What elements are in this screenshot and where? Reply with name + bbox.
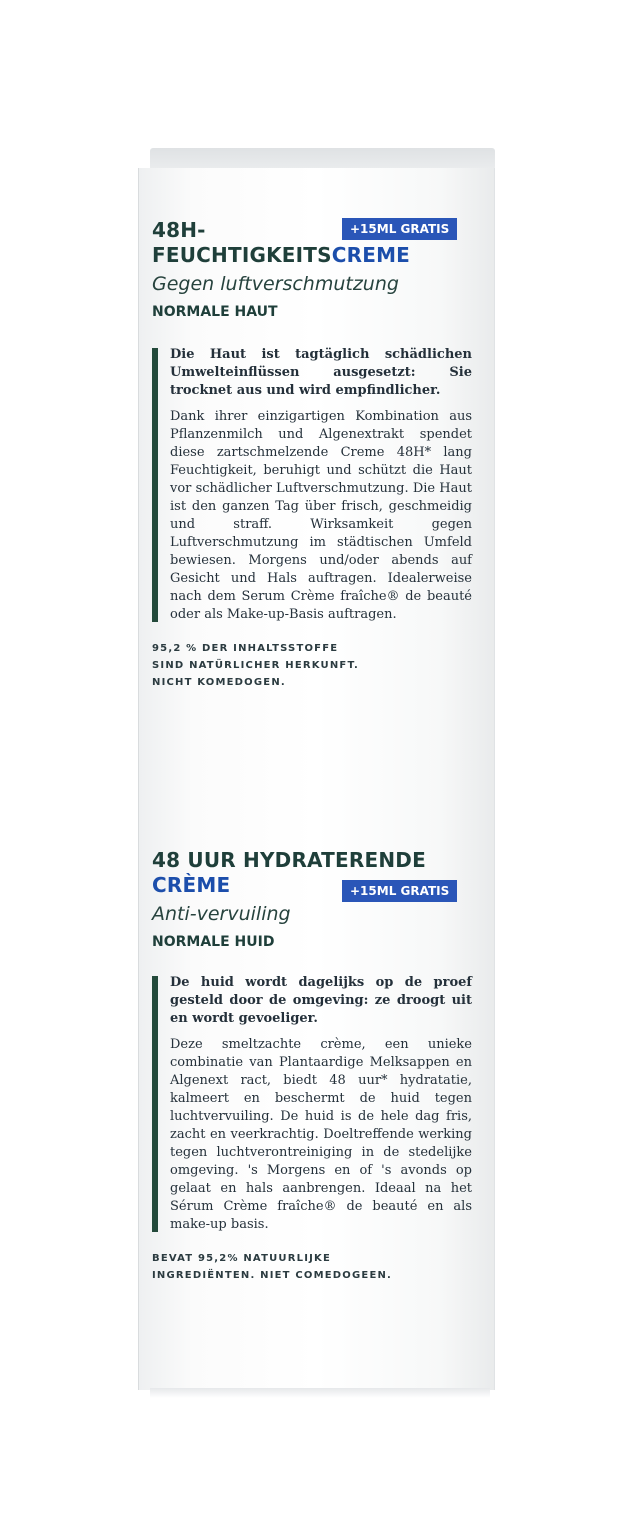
intro-text-nl: De huid wordt dagelijks op de proef gesteld door de omgeving: ze droogt uit en wordt gevoeliger. bbox=[170, 975, 472, 1026]
title-line-1-de: 48H- bbox=[152, 218, 206, 242]
footer-line-2-de: SIND NATÜRLICHER HERKUNFT. bbox=[152, 660, 359, 671]
intro-text-de: Die Haut ist tagtäglich schädlichen Umwelteinflüssen ausgesetzt: Sie trocknet aus und wird empfindlicher. bbox=[170, 347, 472, 398]
footer-line-3-de: NICHT KOMEDOGEN. bbox=[152, 677, 286, 688]
footer-line-2-nl: INGREDIËNTEN. NIET COMEDOGEEN. bbox=[152, 1270, 393, 1281]
gratis-badge-nl: +15ML GRATIS bbox=[342, 880, 457, 902]
dutch-section bbox=[152, 848, 472, 1284]
title-part-a-de: FEUCHTIGKEITS bbox=[152, 243, 332, 267]
title-part-b-de: CREME bbox=[331, 243, 411, 267]
accent-bar-de bbox=[152, 348, 158, 622]
footer-line-1-nl: BEVAT 95,2% NATUURLIJKE bbox=[152, 1253, 332, 1264]
footer-nl bbox=[152, 1250, 472, 1284]
body-text-de: Dank ihrer einzigartigen Kombination aus Pflanzenmilch und Algenextrakt spendet diese zartschmelzende Creme 48H* lang Feuchtigkeit, beruhigt und schützt die Haut vor schädlicher Luftverschmutzung. Die Haut ist den ganzen Tag über frisch, geschmeidig und straff. Wirksamkeit gegen Luftverschmutzung im städtischen Umfeld bewiesen. Morgens und/oder abends auf Gesicht und Hals auftragen. Idealerweise nach dem Serum Crème fraîche® de beauté oder als Make-up-Basis auftragen. bbox=[170, 409, 472, 622]
subtitle-de: Gegen luftverschmutzung bbox=[152, 273, 399, 295]
footer-de bbox=[152, 640, 472, 691]
german-section bbox=[152, 218, 472, 691]
description-de bbox=[152, 346, 472, 624]
title-line-2-nl: CRÈME bbox=[152, 873, 231, 897]
footer-line-1-de: 95,2 % DER INHALTSSTOFFE bbox=[152, 643, 339, 654]
title-line-2-de bbox=[152, 243, 472, 268]
accent-bar-nl bbox=[152, 976, 158, 1232]
subtitle-nl: Anti-vervuiling bbox=[152, 903, 291, 925]
description-nl bbox=[152, 974, 472, 1234]
body-text-nl: Deze smeltzachte crème, een unieke combinatie van Plantaardige Melksappen en Algenext ract, biedt 48 uur* hydratatie, kalmeert en beschermt de huid tegen luchtvervuiling. De huid is de hele dag fris, zacht en veerkrachtig. Doeltreffende werking tegen luchtverontreiniging in de stedelijke omgeving. 's Morgens en of 's avonds op gelaat en hals aanbrengen. Ideaal na het Sérum Crème fraîche® de beauté en als make-up basis. bbox=[170, 1037, 472, 1232]
title-line-1-nl: 48 UUR HYDRATERENDE bbox=[152, 848, 426, 872]
skin-type-nl: NORMALE HUID bbox=[152, 934, 275, 950]
box-bottom-shadow bbox=[150, 1388, 490, 1398]
gratis-badge-de: +15ML GRATIS bbox=[342, 218, 457, 240]
skin-type-de: NORMALE HAUT bbox=[152, 304, 278, 320]
